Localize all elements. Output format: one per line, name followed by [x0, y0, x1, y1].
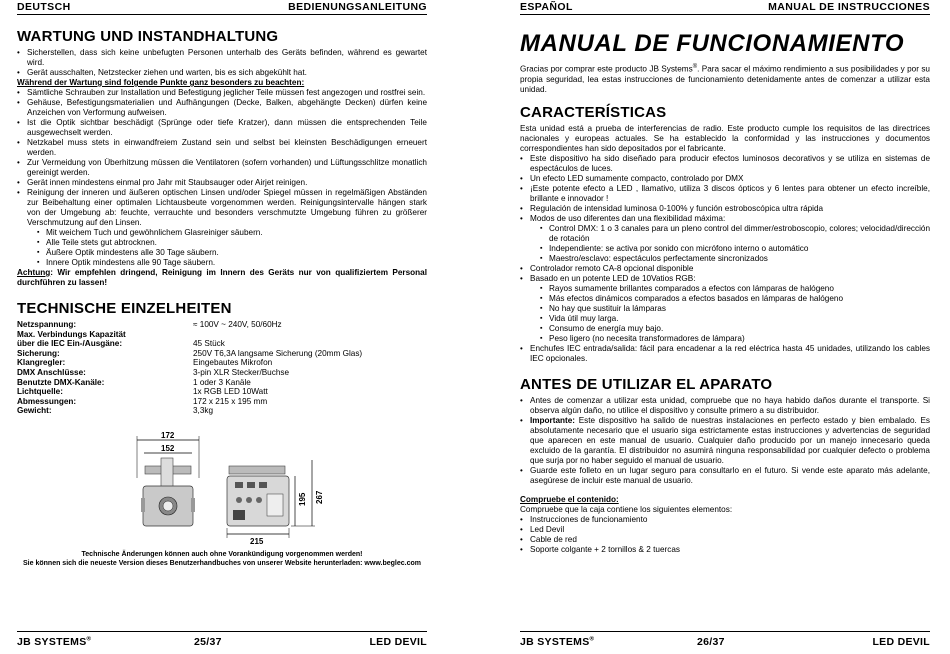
achtung-text: : Wir empfehlen dringend, Reinigung im Innern des Geräts nur von qualifiziertem Personal durchführen zu lassen! [17, 268, 427, 287]
list-item: ▪ Innere Optik mindestens alle 90 Tage säubern. [37, 258, 427, 268]
list-item: • Guarde este folleto en un lugar seguro para consultarlo en el futuro. Si vende este aparato más adelante, asegúrese de incluir este manual de usuario. [520, 466, 930, 486]
spec-value: 1x RGB LED 10Watt [193, 387, 268, 397]
footer-product: LED DEVIL [369, 636, 427, 648]
spec-key: Lichtquelle: [17, 387, 63, 397]
antes-bullets [520, 396, 930, 486]
importante-text: Este dispositivo ha salido de nuestras instalaciones en perfecto estado y bien embalado. Es absolutamente necesario que el usuario siga estrictamente estas instrucciones y advertencias de seguridad que aparecen en este manual de usuario. Cualquier daño producido por un manejo innecesario queda excluido de la garantía. El distribuidor no asumirá ninguna responsabilidad por cualquier defecto o problema que surja por no haber seguido el manual de usuario. [530, 415, 930, 465]
table-row [17, 406, 362, 416]
list-item: • Sämtliche Schrauben zur Installation und Befestigung jeglicher Teile müssen fest angezogen und rostfrei sein. [17, 88, 427, 98]
brand-text: JB SYSTEMS [17, 636, 87, 648]
list-item: • Gehäuse, Befestigungsmaterialien und Aufhängungen (Decke, Balken, abgehängte Decken) dürfen keine Anzeichen von Verformung aufweisen. [17, 98, 427, 118]
list-item: • Cable de red [520, 535, 930, 545]
list-item: • Un efecto LED sumamente compacto, controlado por DMX [520, 174, 930, 184]
dim-215-label: 215 [250, 537, 264, 546]
footer-page-number: 26/37 [697, 636, 725, 648]
caracteristicas-sub-b [520, 284, 930, 344]
section-title-caracteristicas: CARACTERÍSTICAS [520, 103, 667, 121]
brand-text: JB SYSTEMS [520, 636, 590, 648]
spec-key: Benutzte DMX-Kanäle: [17, 377, 105, 387]
spec-key: über die IEC Ein-/Ausgäne: [17, 339, 123, 349]
page-footer [520, 634, 930, 652]
spec-key: Abmessungen: [17, 396, 77, 406]
list-item: • Instrucciones de funcionamiento [520, 515, 930, 525]
section-title-wartung: WARTUNG UND INSTANDHALTUNG [17, 28, 279, 45]
spec-value: 45 Stück [193, 339, 225, 349]
list-item: ▪ Äußere Optik mindestens alle 30 Tage säubern. [37, 248, 427, 258]
spec-key: Max. Verbindungs Kapazität [17, 329, 126, 339]
list-item: ▪ Alle Teile stets gut abtrocknen. [37, 238, 427, 248]
page-header [17, 0, 427, 14]
registered-mark: ® [86, 636, 92, 643]
list-item: ▪ Vida útil muy larga. [540, 314, 930, 324]
table-row [17, 387, 362, 397]
page-header [520, 0, 930, 14]
list-item: • Controlador remoto CA-8 opcional disponible [520, 264, 930, 274]
footer-rule [17, 631, 427, 632]
list-item: • Enchufes IEC entrada/salida: fácil para encadenar a la red eléctrica hasta 45 unidades, utilizando los cables IEC opcionales. [520, 344, 930, 364]
footnotes [17, 550, 427, 568]
spec-key: Netzspannung: [17, 320, 77, 329]
header-language: ESPAÑOL [520, 1, 573, 13]
footer-product: LED DEVIL [872, 636, 930, 648]
spec-value: 3-pin XLR Stecker/Buchse [193, 367, 290, 377]
wartung-bullets-b [17, 88, 427, 228]
spec-value: ≈ 100V ~ 240V, 50/60Hz [193, 320, 282, 329]
list-item: ▪ Consumo de energía muy bajo. [540, 324, 930, 334]
list-item: • Led Devil [520, 525, 930, 535]
spec-key: Klangregler: [17, 358, 66, 368]
dimension-drawing [117, 428, 347, 546]
list-item [520, 416, 930, 466]
registered-mark: ® [589, 636, 595, 643]
list-item: • Basado en un potente LED de 10Vatios RGB: [520, 274, 930, 284]
manual-title: MANUAL DE FUNCIONAMIENTO [520, 30, 905, 57]
spec-value: 250V T6,3A langsame Sicherung (20mm Glas) [193, 348, 363, 358]
page-footer [17, 634, 427, 652]
table-row [17, 320, 362, 330]
list-item: • Reinigung der inneren und äußeren optischen Linsen und/oder Spiegel müssen in regelmäßigen Abständen zur Beibehaltung einer optimalen Lichtausbeute vorgenommen werden. Reinigungsintervalle hängen stark von der Umgebung ab: feuchte, verrauchte und besonders verschmutzte Umgebung führen zu größerer Verschmutzung auf den Linsen. [17, 188, 427, 228]
list-item: • Sicherstellen, dass sich keine unbefugten Personen unterhalb des Geräts befinden, während es gewartet wird. [17, 48, 427, 68]
list-item: • Gerät innen mindestens einmal pro Jahr mit Staubsauger oder Airjet reinigen. [17, 178, 427, 188]
left-body [17, 28, 427, 416]
section-title-technische: TECHNISCHE EINZELHEITEN [17, 300, 232, 317]
footer-rule [520, 631, 930, 632]
list-item: • Soporte colgante + 2 tornillos & 2 tuercas [520, 545, 930, 555]
spec-value: Eingebautes Mikrofon [193, 358, 273, 368]
wartung-bold-note: Während der Wartung sind folgende Punkte ganz besonders zu beachten: [17, 78, 305, 87]
contenido-list [520, 515, 930, 555]
dim-267-label: 267 [315, 490, 324, 504]
list-item: • Este dispositivo ha sido diseñado para producir efectos luminosos decorativos y se utiliza en sistemas de espectáculos de luces. [520, 154, 930, 174]
footnote-download: Sie können sich die neueste Version dieses Benutzerhandbuches von unserer Website herunterladen: www.beglec.com [23, 560, 421, 567]
right-page [520, 0, 930, 654]
achtung-note [17, 268, 427, 288]
spec-value [193, 330, 362, 340]
right-body [520, 30, 930, 555]
caracteristicas-bullets-c [520, 344, 930, 364]
list-item: ▪ Control DMX: 1 o 3 canales para un pleno control del dimmer/estroboscopio, colores; velocidad/dirección de rotación [540, 224, 930, 244]
table-row [17, 339, 362, 349]
spec-value: 1 oder 3 Kanäle [193, 377, 251, 387]
spec-key: Sicherung: [17, 348, 60, 358]
importante-label: Importante: [530, 415, 576, 425]
footer-brand [17, 636, 91, 648]
list-item: ▪ Maestro/esclavo: espectáculos perfectamente sincronizados [540, 254, 930, 264]
footnote-changes: Technische Änderungen können auch ohne Vorankündigung vorgenommen werden! [81, 551, 363, 558]
footer-brand [520, 636, 594, 648]
table-row [17, 349, 362, 359]
list-item: ▪ Rayos sumamente brillantes comparados a efectos con lámparas de halógeno [540, 284, 930, 294]
wartung-bullets-a [17, 48, 427, 78]
dim-172-label: 172 [161, 431, 175, 440]
footer-page-number: 25/37 [194, 636, 222, 648]
table-row [17, 330, 362, 340]
dim-195-label: 195 [298, 492, 307, 506]
list-item: • ¡Este potente efecto a LED , llamativo, utiliza 3 discos ópticos y 6 lentes para obtener un efecto increíble, brillante e innovador ! [520, 184, 930, 204]
dim-152-label: 152 [161, 444, 175, 453]
list-item: ▪ Más efectos dinámicos comparados a efectos basados en lámparas de halógeno [540, 294, 930, 304]
list-item: • Ist die Optik sichtbar beschädigt (Sprünge oder tiefe Kratzer), dann müssen die entsprechenden Teile ausgewechselt werden. [17, 118, 427, 138]
table-row [17, 397, 362, 407]
list-item: • Gerät ausschalten, Netzstecker ziehen und warten, bis es sich abgekühlt hat. [17, 68, 427, 78]
list-item: • Netzkabel muss stets in einwandfreiem Zustand sein und selbst bei kleinsten Beschädigungen erneuert werden. [17, 138, 427, 158]
list-item: ▪ Independiente: se activa por sonido con micrófono interno o automático [540, 244, 930, 254]
caracteristicas-bullets-b [520, 264, 930, 284]
header-rule [17, 14, 427, 15]
list-item: • Antes de comenzar a utilizar esta unidad, compruebe que no haya habido daños durante el transporte. Si observa algún daño, no utilice el dispositivo y consulte primero a su distribuidor. [520, 396, 930, 416]
caracteristicas-intro: Esta unidad está a prueba de interferencias de radio. Este producto cumple los requisitos de las directrices nacionales y europeas actuales. Se ha establecido la conformidad y las instrucciones y documentos correspondientes han sido depositados por el fabricante. [520, 123, 930, 153]
table-row [17, 358, 362, 368]
achtung-label: Achtung [17, 268, 51, 277]
list-item: ▪ No hay que sustituir la lámparas [540, 304, 930, 314]
section-title-antes: ANTES DE UTILIZAR EL APARATO [520, 375, 773, 393]
header-manual-title: MANUAL DE INSTRUCCIONES [768, 1, 930, 13]
caracteristicas-sub-a [520, 224, 930, 264]
registered-mark: ® [692, 64, 698, 70]
contenido-title: Compruebe el contenido: [520, 494, 619, 504]
intro-b: . Para sacar el máximo rendimiento a sus posibilidades y por su propia seguridad, lea estas instrucciones de funcionamiento detenidamente antes de comenzar a utilizar esta unidad. [520, 64, 930, 94]
caracteristicas-bullets-a [520, 154, 930, 224]
header-language: DEUTSCH [17, 1, 71, 13]
contenido-intro: Compruebe que la caja contiene los siguientes elementos: [520, 504, 733, 514]
wartung-sub-bullets [17, 228, 427, 268]
spec-key: Gewicht: [17, 406, 52, 416]
spec-value: 172 x 215 x 195 mm [193, 396, 268, 406]
table-row [17, 368, 362, 378]
list-item: ▪ Mit weichem Tuch und gewöhnlichem Glasreiniger säubern. [37, 228, 427, 238]
list-item: • Regulación de intensidad luminosa 0-100% y función estroboscópica ultra rápida [520, 204, 930, 214]
spec-table [17, 320, 362, 416]
intro-paragraph [520, 62, 930, 95]
list-item: ▪ Peso ligero (no necesita transformadores de lámpara) [540, 334, 930, 344]
header-rule [520, 14, 930, 15]
table-row [17, 378, 362, 388]
header-manual-title: BEDIENUNGSANLEITUNG [288, 1, 427, 13]
spec-value: 3,3kg [193, 406, 214, 416]
list-item: • Modos de uso diferentes dan una flexibilidad máxima: [520, 214, 930, 224]
spec-key: DMX Anschlüsse: [17, 367, 86, 377]
intro-a: Gracias por comprar este producto JB Systems [520, 64, 693, 74]
list-item: • Zur Vermeidung von Überhitzung müssen die Ventilatoren (sofern vorhanden) und Lüftungsschlitze monatlich gereinigt werden. [17, 158, 427, 178]
left-page [17, 0, 427, 654]
